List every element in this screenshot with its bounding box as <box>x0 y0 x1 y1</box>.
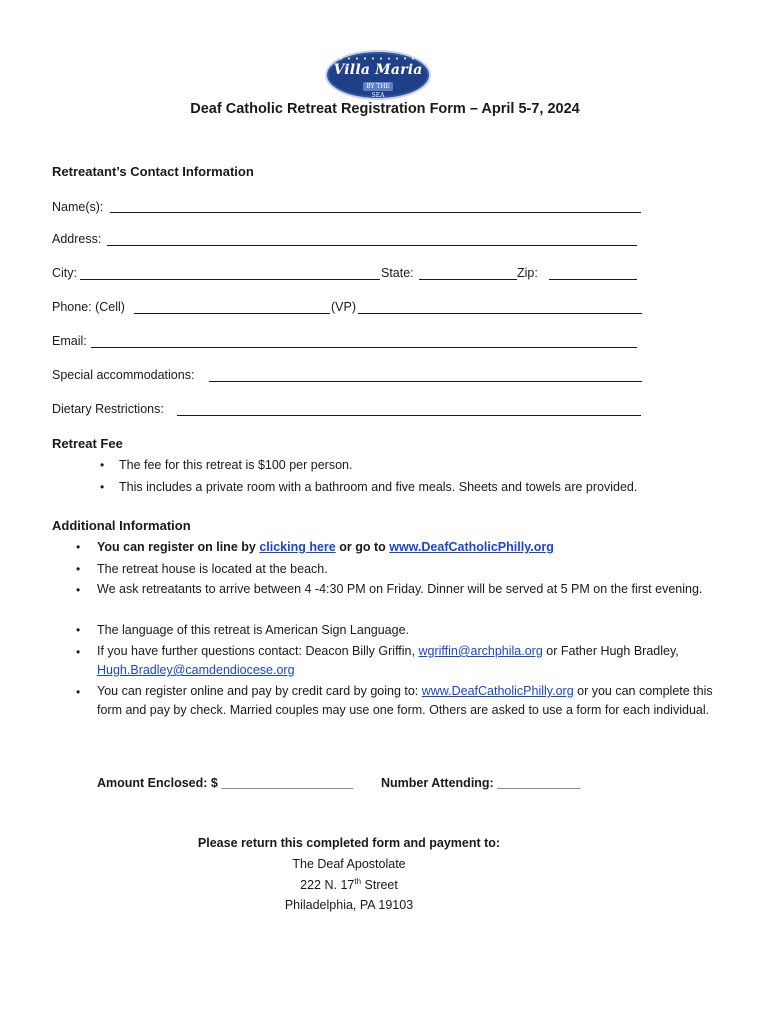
city-field[interactable] <box>80 279 380 280</box>
contact-item <box>97 642 707 680</box>
return-org: The Deaf Apostolate <box>292 857 406 871</box>
address-label: Address: <box>52 232 102 246</box>
online-website-link[interactable]: www.DeafCatholicPhilly.org <box>421 684 574 698</box>
clicking-here-link[interactable]: clicking here <box>259 540 336 554</box>
street-ordinal: th <box>354 877 362 886</box>
return-city: Philadelphia, PA 19103 <box>284 898 414 912</box>
vp-label: (VP) <box>331 300 356 314</box>
special-accommodations-label: Special accommodations: <box>52 368 195 382</box>
logo-name: Villa Maria <box>333 62 423 78</box>
dietary-restrictions-label: Dietary Restrictions: <box>52 402 164 416</box>
fee-heading: Retreat Fee <box>52 436 123 451</box>
city-label: City: <box>52 266 77 280</box>
zip-label: Zip: <box>517 266 538 280</box>
register-text: You can register on line by <box>97 540 260 554</box>
return-street <box>0 877 698 892</box>
online-item <box>97 682 727 720</box>
bullet-icon: • <box>100 458 105 472</box>
bullet-icon: • <box>76 562 81 576</box>
names-field[interactable] <box>110 212 641 213</box>
contact-heading: Retreatant’s Contact Information <box>52 164 254 179</box>
bullet-icon: • <box>76 540 81 554</box>
amount-enclosed[interactable]: Amount Enclosed: $ ___________________ <box>97 776 354 790</box>
fee-item: The fee for this retreat is $100 per person. <box>119 458 353 472</box>
villa-maria-logo <box>325 50 431 100</box>
zip-field[interactable] <box>549 279 637 280</box>
register-mid-text: or go to <box>335 540 390 554</box>
online-suffix-text: or you can complete this form and pay by check. Married couples may use one form. Others are asked to use a form for each individual. <box>97 684 713 717</box>
state-label: State: <box>381 266 414 280</box>
register-item <box>97 540 554 554</box>
language-item: The language of this retreat is American Sign Language. <box>97 623 410 637</box>
cell-phone-field[interactable] <box>134 313 330 314</box>
phone-label: Phone: (Cell) <box>52 300 125 314</box>
beach-item: The retreat house is located at the beach. <box>97 562 328 576</box>
logo-tagline: BY THE SEA <box>363 82 393 91</box>
arrival-item: We ask retreatants to arrive between 4 -4:30 PM on Friday. Dinner will be served at 5 PM on the first evening. <box>97 582 703 596</box>
griffin-email-link[interactable]: wgriffin@archphila.org <box>418 644 543 658</box>
contact-text: If you have further questions contact: Deacon Billy Griffin, <box>97 644 419 658</box>
bradley-email-link[interactable]: Hugh.Bradley@camdendiocese.org <box>97 663 295 677</box>
street-name: Street <box>361 878 398 893</box>
vp-phone-field[interactable] <box>358 313 642 314</box>
state-field[interactable] <box>419 279 517 280</box>
bullet-icon: • <box>76 623 81 637</box>
page-title: Deaf Catholic Retreat Registration Form – April 5-7, 2024 <box>190 101 580 117</box>
address-field[interactable] <box>107 245 637 246</box>
street-number: 222 N. 17 <box>300 878 355 893</box>
bullet-icon: • <box>100 480 105 494</box>
return-heading: Please return this completed form and payment to: <box>197 836 501 850</box>
logo-dots-decoration <box>337 57 419 60</box>
online-text: You can register online and pay by credit card by going to: <box>97 684 422 698</box>
contact-mid-text: or Father Hugh Bradley, <box>542 644 679 658</box>
additional-heading: Additional Information <box>52 518 191 533</box>
fee-item: This includes a private room with a bathroom and five meals. Sheets and towels are provided. <box>119 480 638 494</box>
number-attending[interactable]: Number Attending: ____________ <box>381 776 581 790</box>
bullet-icon: • <box>76 645 81 659</box>
special-accommodations-field[interactable] <box>209 381 642 382</box>
email-label: Email: <box>52 334 87 348</box>
bullet-icon: • <box>76 685 81 699</box>
bullet-icon: • <box>76 583 81 597</box>
email-field[interactable] <box>91 347 637 348</box>
dietary-restrictions-field[interactable] <box>177 415 641 416</box>
names-label: Name(s): <box>52 200 104 214</box>
website-link[interactable]: www.DeafCatholicPhilly.org <box>389 540 554 554</box>
